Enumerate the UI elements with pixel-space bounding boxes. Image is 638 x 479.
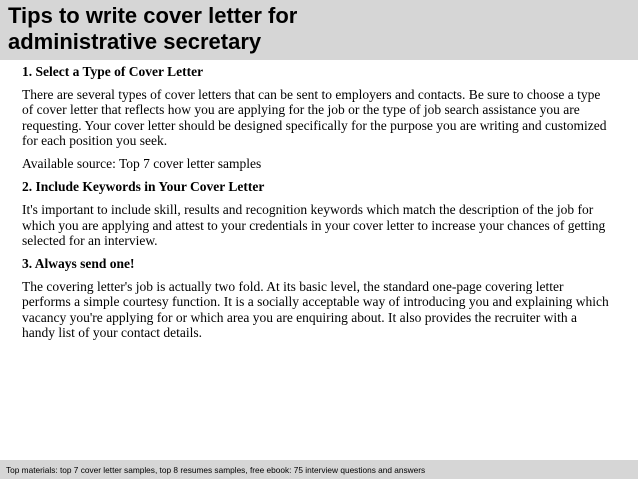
title-line-1: Tips to write cover letter for [8, 3, 298, 28]
section-heading-1: 1. Select a Type of Cover Letter [22, 64, 204, 79]
section-1-paragraph-1: There are several types of cover letters that can be sent to employers and contacts. Be sure to choose a type of cover letter that reflects how you are applying for the job or the type of job search assistance you are requesting. Your cover letter should be designed specifically for the purpose you are writing and customized for each position you seek. [22, 87, 607, 148]
content-body [22, 64, 612, 348]
section-2-paragraph-1: It's important to include skill, results and recognition keywords which match the description of the job for which you are applying and attest to your credentials in your cover letter to increase your chances of getting selected for an interview. [22, 202, 606, 248]
section-heading-2: 2. Include Keywords in Your Cover Letter [22, 179, 265, 195]
title-line-2: administrative secretary [8, 29, 262, 54]
page-title [8, 3, 628, 55]
section-heading-3: 3. Always send one! [22, 256, 135, 272]
footer-text: Top materials: top 7 cover letter samples, top 8 resumes samples, free ebook: 75 interview questions and answers [6, 465, 426, 475]
available-source-line: Available source: Top 7 cover letter samples [22, 156, 262, 172]
footer-bar [0, 460, 638, 479]
section-3-paragraph-1: The covering letter's job is actually two fold. At its basic level, the standard one-page covering letter performs a simple courtesy function. It is a socially acceptable way of introducing you and explaining which vacancy you're applying for or which area you are enquiring about. It also provides the recruiter with a handy list of your contact details. [22, 279, 609, 340]
title-bar [0, 0, 638, 60]
